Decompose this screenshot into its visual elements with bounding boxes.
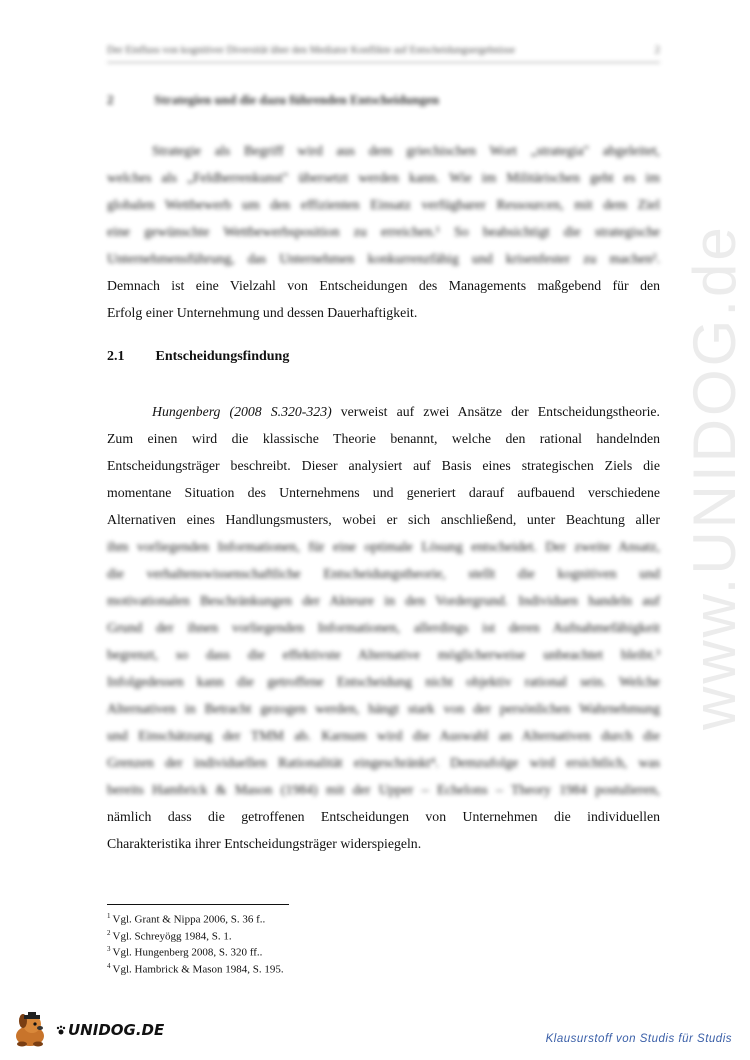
subsection-heading (107, 349, 289, 365)
unidog-logo[interactable] (10, 1012, 164, 1048)
footnotes (107, 910, 284, 977)
blurred-line: die verhaltenswissenschaftliche Entscheidungstheorie, stellt die kognitiven und (107, 566, 660, 581)
watermark: www.UNIDOG.de (681, 224, 748, 730)
paw-icon (56, 1025, 66, 1035)
section-heading (107, 92, 439, 108)
paragraph-1 (107, 137, 660, 326)
text-line: Erfolg einer Unternehmung und dessen Dauerhaftigkeit. (107, 305, 418, 320)
text-line: Entscheidungsträger beschreibt. Dieser analysiert auf Basis eines strategischen Ziels die (107, 458, 660, 473)
dog-mascot-icon (10, 1012, 54, 1048)
text-line: Alternativen eines Handlungsmusters, wobei er sich anschließend, unter Beachtung aller (107, 512, 660, 527)
blurred-line: ihm vorliegenden Informationen, für eine optimale Lösung entscheidet. Der zweite Ansatz, (107, 539, 660, 554)
text-line: Demnach ist eine Vielzahl von Entscheidungen des Managements maßgebend für den (107, 278, 660, 293)
running-header (107, 44, 660, 63)
blurred-line: und Einschätzung der TMM ab. Karnum wird die Auswahl an Alternativen durch die (107, 728, 660, 743)
section-title: Strategien und die dazu führenden Entscheidungen (154, 92, 439, 107)
running-title: Der Einfluss von kognitiver Diversität über den Mediator Konflikte auf Entscheidungsergebnisse (107, 45, 516, 56)
footnote: $^3$ Vgl. Hungenberg 2008, S. 320 ff.. (107, 945, 263, 959)
section-number: 2 (107, 92, 114, 107)
text-fragment: verweist auf zwei Ansätze der Entscheidungstheorie. (331, 404, 660, 419)
blurred-line: globalen Wettbewerb um den effizienten Einsatz verfügbarer Ressourcen, mit dem Ziel (107, 197, 660, 212)
citation: Hungenberg (2008 S.320-323) (152, 404, 332, 419)
blurred-line: motivationalen Beschränkungen der Akteure in den Vordergrund. Individuen handeln auf (107, 593, 660, 608)
blurred-line: bereits Hambrick & Mason (1984) mit der Upper – Echelons – Theory 1984 postulieren, (107, 782, 660, 797)
blurred-line: Infolgedessen kann die getroffene Entscheidung nicht objektiv rational sein. Welche (107, 674, 660, 689)
blurred-line: Grenzen der individuellen Rationalität eingeschränkt⁴. Demzufolge wird ersichtlich, was (107, 755, 660, 770)
footnote: $^1$ Vgl. Grant & Nippa 2006, S. 36 f.. (107, 912, 266, 926)
tagline: Klausurstoff von Studis für Studis (545, 1033, 732, 1045)
text-line (107, 398, 660, 425)
blurred-line: Unternehmensführung, das Unternehmen konkurrenzfähig und krisenfester zu machen². (107, 251, 660, 266)
page-number: 2 (654, 45, 660, 56)
subsection-title: Entscheidungsfindung (155, 349, 290, 364)
blurred-line: eine gewünschte Wettbewerbsposition zu erreichen.¹ So beabsichtigt die strategische (107, 224, 660, 239)
text-line: momentane Situation des Unternehmens und generiert darauf aufbauend verschiedene (107, 485, 660, 500)
logo-text: UNIDOG.DE (68, 1021, 165, 1039)
subsection-number: 2.1 (107, 349, 125, 364)
text-line: Charakteristika ihrer Entscheidungsträger widerspiegeln. (107, 836, 422, 851)
blurred-line: Strategie als Begriff wird aus dem griechischen Wort „strategia" abgeleitet, (152, 143, 660, 158)
text-line: nämlich dass die getroffenen Entscheidungen von Unternehmen die individuellen (107, 809, 660, 824)
footnote: $^2$ Vgl. Schreyögg 1984, S. 1. (107, 928, 232, 943)
paragraph-2 (107, 398, 660, 857)
blurred-line: begrenzt, so dass die effektivste Alternative möglicherweise unbeachtet bleibt.³ (107, 647, 660, 662)
footnote: $^4$ Vgl. Hambrick & Mason 1984, S. 195. (107, 961, 284, 976)
text-line: Zum einen wird die klassische Theorie benannt, welche den rational handelnden (107, 431, 660, 446)
blurred-line: welches als „Feldherrenkunst" übersetzt werden kann. Wie im Militärischen geht es im (107, 170, 660, 185)
blurred-line: Alternativen in Betracht gezogen werden, hängt stark von der persönlichen Wahrnehmung (107, 701, 660, 716)
footnote-divider (107, 904, 289, 905)
blurred-line: Grund der ihnen vorliegenden Informationen, allerdings ist deren Aufnahmefähigkeit (107, 620, 660, 635)
